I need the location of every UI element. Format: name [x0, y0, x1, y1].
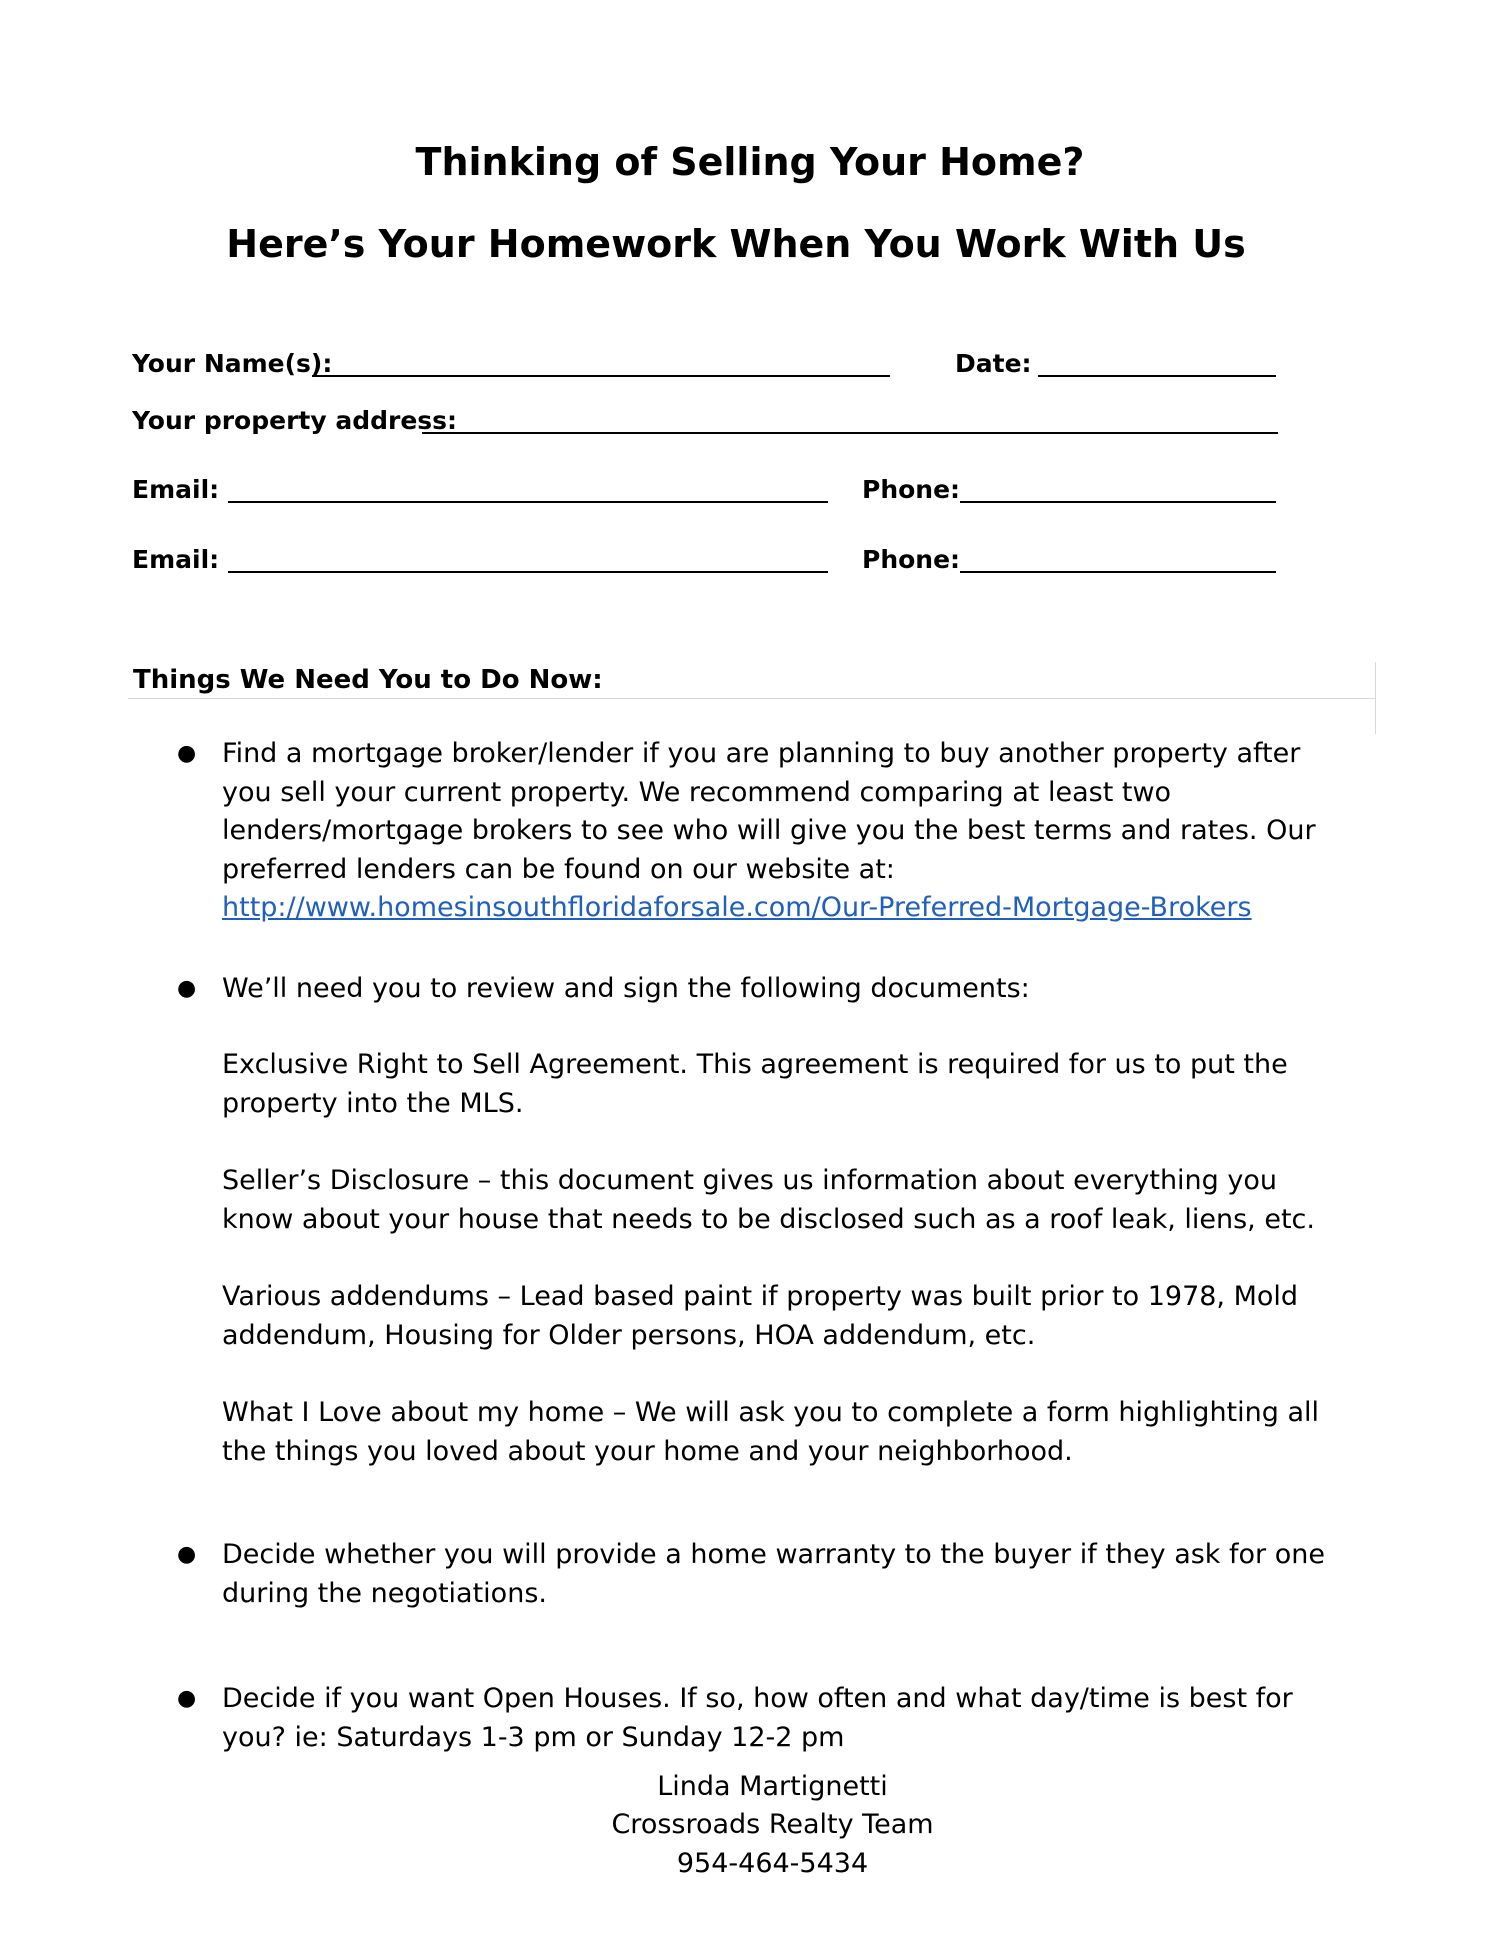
agent-phone: 954-464-5434	[676, 1848, 869, 1879]
date-label: Date:	[955, 349, 1032, 378]
document-sellers-disclosure: Seller’s Disclosure – this document gives us information about everything you know about your house that needs to be disclosed such as a roof leak, liens, etc.	[222, 1165, 1315, 1235]
document-addendums: Various addendums – Lead based paint if property was built prior to 1978, Mold addendum, Housing for Older persons, HOA addendum, etc.	[222, 1281, 1299, 1351]
phone-field-1[interactable]	[960, 501, 1276, 503]
phone-field-2[interactable]	[960, 571, 1276, 573]
task-home-warranty: Decide whether you will provide a home warranty to the buyer if they ask for one during the negotiations.	[222, 1539, 1325, 1609]
heading-rule	[128, 698, 1376, 699]
email-field-2[interactable]	[228, 571, 828, 573]
task-documents-intro: We’ll need you to review and sign the following documents:	[222, 973, 1030, 1004]
document-what-i-love: What I Love about my home – We will ask you to complete a form highlighting all the things you loved about your home and your neighborhood.	[222, 1397, 1320, 1467]
mortgage-text: Find a mortgage broker/lender if you are planning to buy another property after you sell your current property. We recommend comparing at least two lenders/mortgage brokers to see who will give you the best terms and rates. Our preferred lenders can be found on our website at:	[222, 738, 1316, 885]
section-heading: Things We Need You to Do Now:	[133, 665, 603, 695]
address-label: Your property address:	[132, 406, 458, 435]
name-label: Your Name(s):	[132, 349, 333, 378]
name-field[interactable]	[312, 375, 890, 377]
phone-label-2: Phone:	[862, 545, 961, 574]
preferred-lenders-link[interactable]: http://www.homesinsouthfloridaforsale.com/Our-Preferred-Mortgage-Brokers	[222, 892, 1252, 923]
bullet-icon: ●	[177, 976, 197, 1001]
phone-label-1: Phone:	[862, 475, 961, 504]
document-exclusive-right: Exclusive Right to Sell Agreement. This agreement is required for us to put the property into the MLS.	[222, 1049, 1288, 1119]
email-field-1[interactable]	[228, 501, 828, 503]
bullet-icon: ●	[177, 1542, 197, 1567]
page-title: Thinking of Selling Your Home?	[415, 140, 1085, 184]
bullet-icon: ●	[177, 1686, 197, 1711]
heading-rule-vertical	[1375, 662, 1376, 734]
bullet-icon: ●	[177, 741, 197, 766]
task-mortgage	[222, 735, 1352, 928]
email-label-1: Email:	[132, 475, 220, 504]
address-field[interactable]	[422, 432, 1278, 434]
email-label-2: Email:	[132, 545, 220, 574]
agent-team: Crossroads Realty Team	[611, 1809, 934, 1840]
date-field[interactable]	[1038, 375, 1276, 377]
agent-name: Linda Martignetti	[657, 1771, 888, 1802]
task-open-houses: Decide if you want Open Houses. If so, how often and what day/time is best for you? ie: Saturdays 1-3 pm or Sunday 12-2 pm	[222, 1683, 1293, 1753]
page-subtitle: Here’s Your Homework When You Work With Us	[226, 222, 1246, 266]
